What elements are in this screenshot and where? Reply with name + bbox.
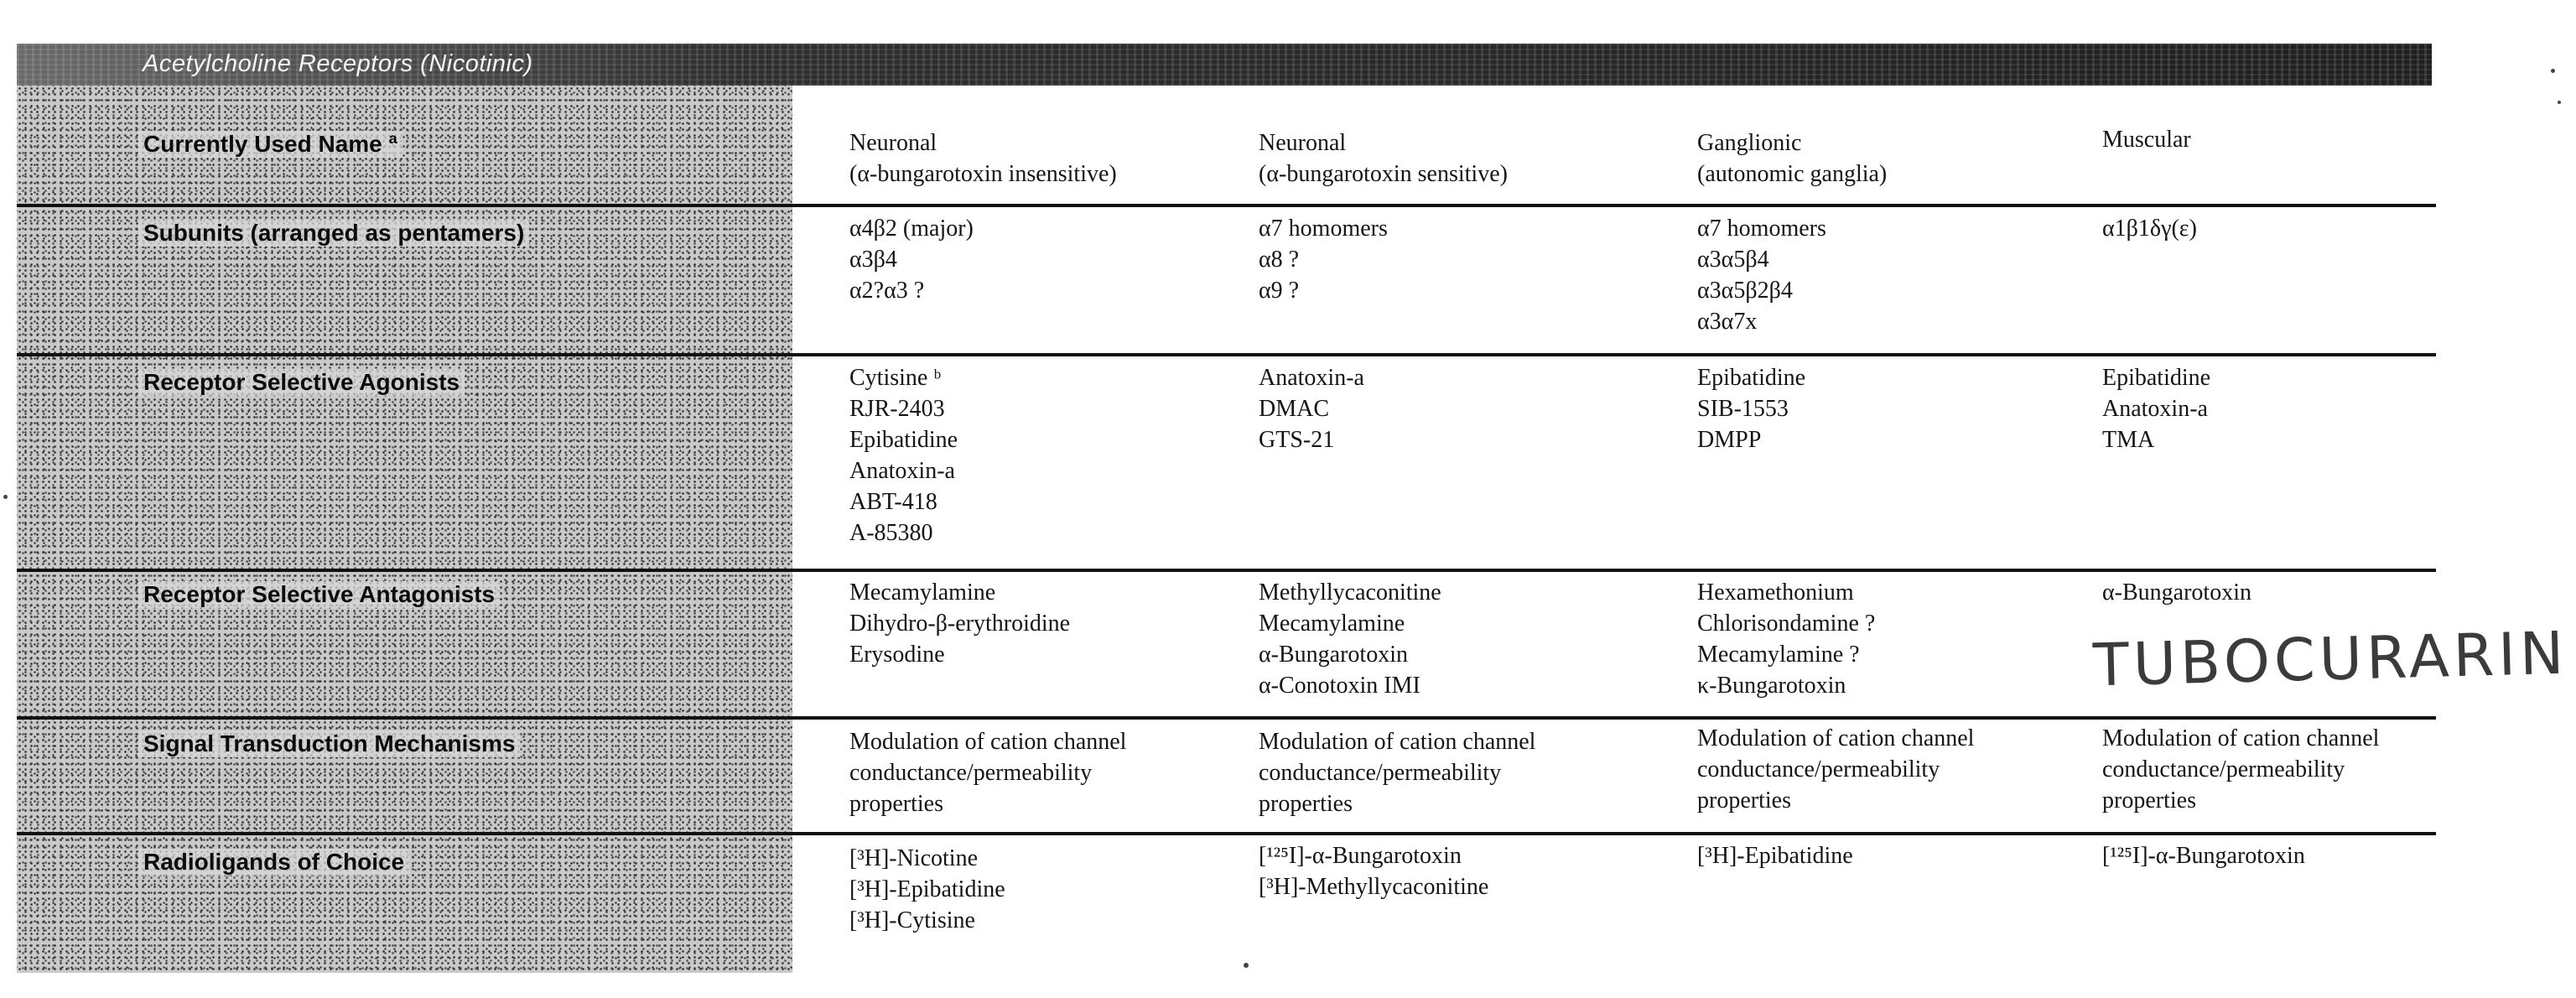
cell-agonists-col1 bbox=[849, 362, 958, 548]
row-label-subunits: Subunits (arranged as pentamers) bbox=[138, 220, 529, 247]
cell-line: SIB-1553 bbox=[1697, 396, 1789, 422]
cell-line: Anatoxin-a bbox=[2102, 396, 2208, 422]
cell-line: Muscular bbox=[2102, 127, 2191, 153]
cell-line: (α-bungarotoxin insensitive) bbox=[849, 161, 1117, 187]
cell-line: Epibatidine bbox=[2102, 365, 2211, 391]
cell-line: [¹²⁵I]-α-Bungarotoxin bbox=[2102, 843, 2305, 869]
cell-line: α7 homomers bbox=[1259, 216, 1388, 242]
cell-line: α9 ? bbox=[1259, 278, 1300, 304]
cell-line: Neuronal bbox=[1259, 130, 1347, 156]
cell-line: properties bbox=[1259, 791, 1353, 817]
cell-radioligands-col4 bbox=[2102, 840, 2305, 871]
cell-subunits-col2 bbox=[1259, 213, 1388, 306]
cell-signal-col1 bbox=[849, 726, 1126, 819]
row-label-antagonists: Receptor Selective Antagonists bbox=[138, 581, 500, 608]
cell-line: Mecamylamine ? bbox=[1697, 642, 1860, 668]
cell-line: Dihydro-β-erythroidine bbox=[849, 611, 1071, 637]
row-divider bbox=[17, 569, 2436, 572]
cell-line: conductance/permeability bbox=[1697, 756, 1940, 782]
cell-line: [³H]-Epibatidine bbox=[1697, 843, 1853, 869]
cell-signal-col4 bbox=[2102, 723, 2379, 816]
cell-line: Methyllycaconitine bbox=[1259, 580, 1441, 606]
cell-radioligands-col2 bbox=[1259, 840, 1488, 902]
cell-line: α-Bungarotoxin bbox=[2102, 580, 2251, 606]
cell-line: Cytisine ᵇ bbox=[849, 365, 942, 391]
cell-line: α3β4 bbox=[849, 247, 897, 273]
scan-speck bbox=[3, 495, 8, 499]
cell-name-col2 bbox=[1259, 127, 1508, 190]
cell-line: κ-Bungarotoxin bbox=[1697, 673, 1846, 699]
handwritten-note: TUBOCURARIN bbox=[2092, 618, 2569, 700]
cell-line: Hexamethonium bbox=[1697, 580, 1854, 606]
row-label-agonists: Receptor Selective Agonists bbox=[138, 369, 465, 396]
cell-line: TMA bbox=[2102, 427, 2155, 453]
cell-line: Mecamylamine bbox=[1259, 611, 1405, 637]
cell-agonists-col3 bbox=[1697, 362, 1805, 455]
cell-antagonists-col2 bbox=[1259, 577, 1441, 701]
cell-line: [³H]-Cytisine bbox=[849, 907, 975, 933]
cell-line: α2?α3 ? bbox=[849, 278, 925, 304]
cell-name-col1 bbox=[849, 127, 1117, 190]
cell-subunits-col3 bbox=[1697, 213, 1826, 337]
cell-name-col4 bbox=[2102, 124, 2191, 155]
cell-line: Mecamylamine bbox=[849, 580, 996, 606]
cell-signal-col2 bbox=[1259, 726, 1535, 819]
cell-line: conductance/permeability bbox=[849, 760, 1093, 786]
row-label-radioligands: Radioligands of Choice bbox=[138, 849, 409, 876]
cell-line: α-Bungarotoxin bbox=[1259, 642, 1408, 668]
cell-line: (α-bungarotoxin sensitive) bbox=[1259, 161, 1508, 187]
cell-line: Ganglionic bbox=[1697, 130, 1802, 156]
cell-line: (autonomic ganglia) bbox=[1697, 161, 1888, 187]
cell-line: GTS-21 bbox=[1259, 427, 1335, 453]
table-title: Acetylcholine Receptors (Nicotinic) bbox=[143, 50, 533, 77]
cell-line: Epibatidine bbox=[1697, 365, 1806, 391]
cell-line: Modulation of cation channel bbox=[849, 729, 1127, 755]
scan-speck bbox=[1244, 963, 1249, 968]
cell-radioligands-col3 bbox=[1697, 840, 1853, 871]
cell-line: α7 homomers bbox=[1697, 216, 1826, 242]
row-divider bbox=[17, 832, 2436, 835]
cell-line: Chlorisondamine ? bbox=[1697, 611, 1876, 637]
row-divider bbox=[17, 204, 2436, 207]
cell-line: [³H]-Methyllycaconitine bbox=[1259, 874, 1489, 900]
cell-line: conductance/permeability bbox=[1259, 760, 1502, 786]
row-label-column bbox=[17, 86, 792, 973]
cell-line: Anatoxin-a bbox=[849, 458, 955, 484]
cell-line: properties bbox=[1697, 787, 1791, 813]
cell-line: Anatoxin-a bbox=[1259, 365, 1364, 391]
row-label-name: Currently Used Name ª bbox=[138, 131, 402, 158]
cell-subunits-col1 bbox=[849, 213, 974, 306]
cell-line: properties bbox=[849, 791, 943, 817]
cell-line: Modulation of cation channel bbox=[2102, 725, 2380, 751]
cell-line: α-Conotoxin IMI bbox=[1259, 673, 1420, 699]
cell-line: Neuronal bbox=[849, 130, 937, 156]
cell-subunits-col4 bbox=[2102, 213, 2197, 244]
cell-name-col3 bbox=[1697, 127, 1887, 190]
cell-line: [³H]-Epibatidine bbox=[849, 876, 1005, 902]
row-divider bbox=[17, 716, 2436, 720]
cell-line: α3α5β2β4 bbox=[1697, 278, 1793, 304]
cell-line: [³H]-Nicotine bbox=[849, 845, 979, 871]
cell-antagonists-col4 bbox=[2102, 577, 2251, 608]
cell-line: Modulation of cation channel bbox=[1697, 725, 1975, 751]
cell-line: A-85380 bbox=[849, 520, 933, 546]
scan-speck bbox=[2551, 69, 2555, 73]
cell-line: ABT-418 bbox=[849, 489, 937, 515]
cell-line: DMPP bbox=[1697, 427, 1762, 453]
cell-line: Modulation of cation channel bbox=[1259, 729, 1536, 755]
cell-line: α3α5β4 bbox=[1697, 247, 1769, 273]
cell-line: α8 ? bbox=[1259, 247, 1300, 273]
cell-line: α1β1δγ(ε) bbox=[2102, 216, 2197, 242]
cell-line: properties bbox=[2102, 787, 2196, 813]
cell-agonists-col2 bbox=[1259, 362, 1364, 455]
cell-radioligands-col1 bbox=[849, 843, 1005, 936]
cell-signal-col3 bbox=[1697, 723, 1974, 816]
cell-antagonists-col3 bbox=[1697, 577, 1875, 701]
cell-antagonists-col1 bbox=[849, 577, 1070, 670]
row-label-signal: Signal Transduction Mechanisms bbox=[138, 730, 520, 757]
scan-speck bbox=[2558, 101, 2561, 104]
cell-agonists-col4 bbox=[2102, 362, 2210, 455]
cell-line: DMAC bbox=[1259, 396, 1330, 422]
table-title-bar bbox=[17, 44, 2432, 86]
cell-line: Epibatidine bbox=[849, 427, 958, 453]
row-divider bbox=[17, 353, 2436, 356]
cell-line: Erysodine bbox=[849, 642, 945, 668]
cell-line: conductance/permeability bbox=[2102, 756, 2345, 782]
cell-line: α3α7x bbox=[1697, 309, 1758, 335]
cell-line: α4β2 (major) bbox=[849, 216, 974, 242]
cell-line: [¹²⁵I]-α-Bungarotoxin bbox=[1259, 843, 1462, 869]
cell-line: RJR-2403 bbox=[849, 396, 945, 422]
